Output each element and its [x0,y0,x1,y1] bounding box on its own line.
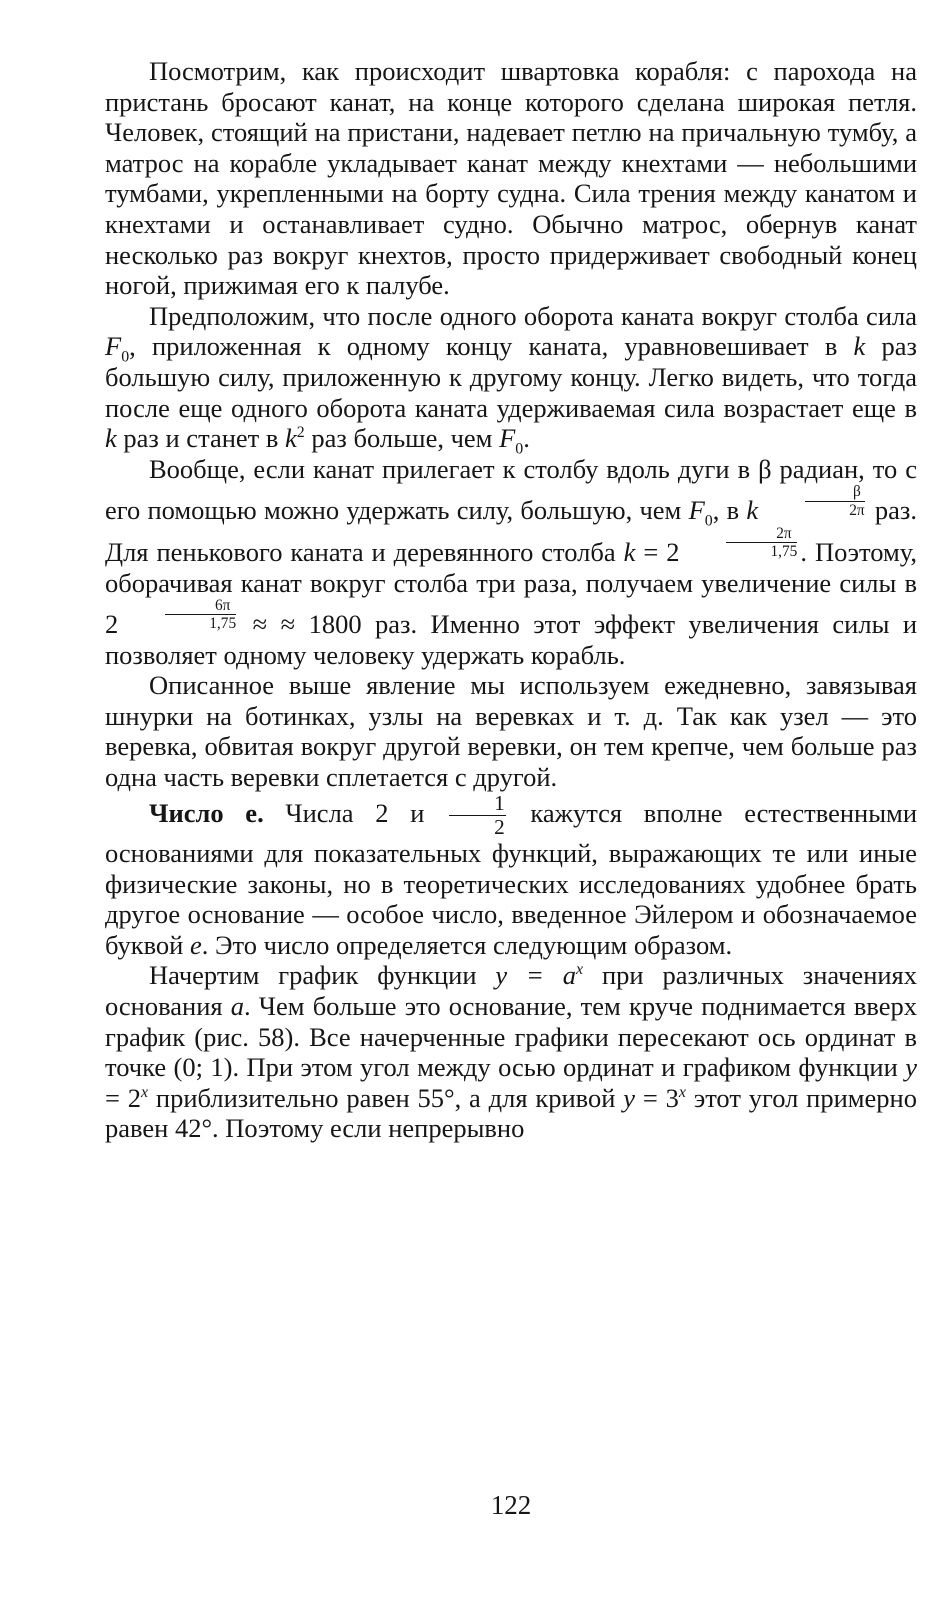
fraction-one-half: $\frac{1}{2}$ [449,793,506,838]
section-heading-number-e: Число e. [149,797,264,828]
page-number: 122 [490,1490,532,1520]
exponent-6pi-over-175: $\frac{6\pi}{1,75}$ [118,598,239,632]
paragraph-arc-formula: Вообще, если канат прилегает к столбу вдоль дуги в β радиан, то с его помощью можно удержать силу, большую, чем $F_0$, в k $\frac{\beta}{2\pi}$ раз. Для пенькового каната и деревянного столба k = 2 $\frac{2\pi}{1,75}$ . Поэтому, оборачивая канат вокруг столба три раза, получаем увеличение силы в 2 $\frac{6\pi}{1,75}$ ≈ ≈ 1800 раз. Именно этот эффект увеличения силы и позволяет одному человеку удержать корабль. [105,453,918,670]
paragraph-knots: Описанное выше явление мы используем ежедневно, завязывая шнурки на ботинках, узлы на веревках и т. д. Так как узел — это веревка, обвитая вокруг другой веревки, он тем крепче, чем больше раз одна часть веревки сплетается с другой. [105,670,917,793]
paragraph-number-e: Число e. Числа 2 и $\frac{1}{2}$ кажутся вполне естественными основаниями для показательных функций, выражающих те или иные физические законы, но в теоретических исследованиях удобнее брать другое основание — особое число, введенное Эйлером и обозначаемое буквой e. Это число определяется следующим образом. [105,790,917,960]
exponent-beta-over-2pi: $\frac{\beta}{2\pi}$ [758,484,867,518]
exponent-2pi-over-175: $\frac{2\pi}{1,75}$ [679,526,800,560]
paragraph-exponential-graphs: Начертим график функции $y = a^x$ при различных значениях основания a. Чем больше это основание, тем круче поднимается вверх график (рис. 58). Все начерченные графики пересекают ось ординат в точке (0; 1). При этом угол между осью ординат и графиком функции $y = 2^x$ приблизительно равен 55°, а для кривой $y = 3^x$ этот угол примерно равен 42°. Поэтому если непрерывно [105,960,917,1144]
k-symbol: k [853,331,866,362]
book-page [105,56,917,1586]
paragraph-mooring: Посмотрим, как происходит швартовка корабля: с парохода на пристань бросают канат, на конце которого сделана широкая петля. Человек, стоящий на пристани, надевает петлю на причальную тумбу, а матрос на корабле укладывает канат между кнехтами — небольшими тумбами, укрепленными на борту судна. Сила трения между канатом и кнехтами и останавливает судно. Обычно матрос, обернув канат несколько раз вокруг кнехтов, просто придерживает свободный конец ногой, прижимая его к палубе. [105,56,917,301]
paragraph-rope-turns: Предположим, что после одного оборота каната вокруг столба сила $F_0$, приложенная к одному концу каната, уравновешивает в k раз большую силу, приложенную к другому концу. Легко видеть, что тогда после еще одного оборота каната удерживаемая сила возрастает еще в k раз и станет в $k^2$ раз больше, чем $F_0$. [105,300,917,458]
force-symbol: F [105,331,122,362]
